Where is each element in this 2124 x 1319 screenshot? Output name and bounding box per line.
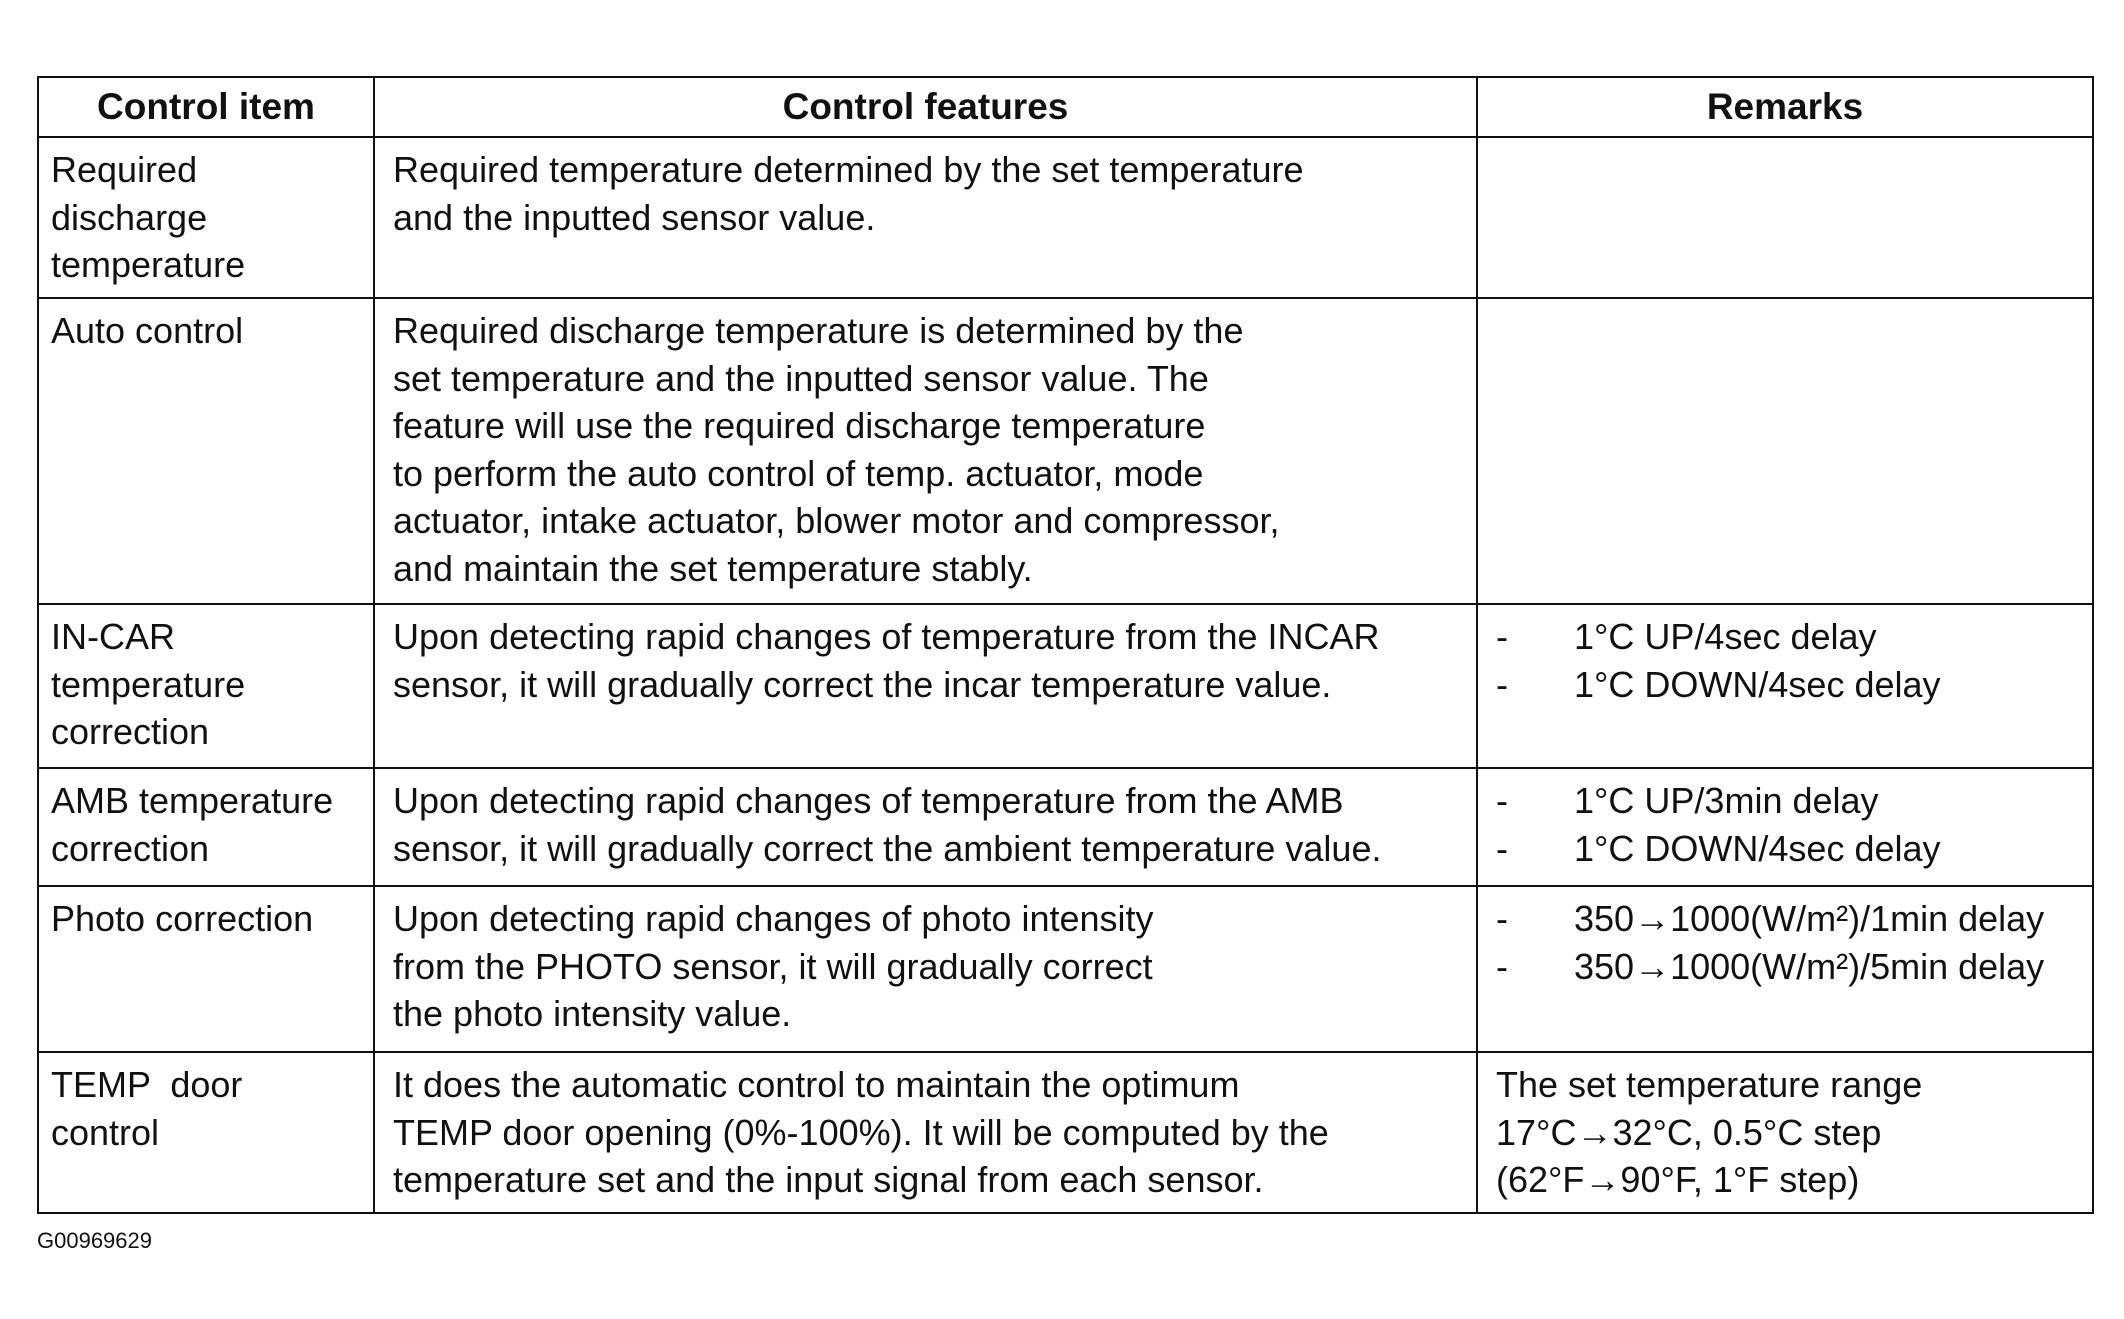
control-features-table [37,76,2094,1214]
remark-item [1496,895,2086,943]
feature-line: to perform the auto control of temp. actuator, mode [393,452,1204,494]
table-row [38,886,2093,1052]
cell-control-features [374,298,1477,604]
feature-line: from the PHOTO sensor, it will gradually correct [393,945,1153,987]
feature-line: TEMP door opening (0%-100%). It will be computed by the [393,1111,1329,1153]
cell-remarks [1477,768,2093,886]
item-line: Photo correction [51,898,314,939]
feature-line: and maintain the set temperature stably. [393,547,1033,589]
remark-item [1496,613,2086,661]
cell-remarks [1477,137,2093,298]
cell-control-features [374,604,1477,768]
item-line: AMB temperature [51,780,334,821]
feature-line: sensor, it will gradually correct the ambient temperature value. [393,827,1382,869]
feature-line: sensor, it will gradually correct the incar temperature value. [393,663,1332,705]
item-line: correction [51,827,210,869]
feature-line: Required discharge temperature is determined by the [393,310,1244,351]
feature-line: It does the automatic control to maintain the optimum [393,1064,1240,1105]
item-line: IN-CAR [51,616,175,657]
item-line: temperature [51,663,246,705]
remark-item [1496,825,2086,873]
remark-line: The set temperature range [1496,1064,1923,1105]
cell-control-item [38,298,374,604]
feature-line: temperature set and the input signal from each sensor. [393,1159,1264,1200]
item-line: discharge [51,196,208,238]
figure-id: G00969629 [37,1228,152,1253]
cell-control-item [38,137,374,298]
remark-text: 350→1000(W/m²)/1min delay [1574,898,2045,939]
cell-control-features [374,137,1477,298]
feature-line: Upon detecting rapid changes of temperature from the AMB [393,780,1344,821]
item-line: TEMP door [51,1064,243,1105]
item-line: temperature [51,244,246,285]
table-row [38,604,2093,768]
cell-remarks [1477,298,2093,604]
feature-line: Upon detecting rapid changes of photo intensity [393,898,1154,939]
cell-control-item [38,1052,374,1213]
table-row [38,1052,2093,1213]
cell-control-features [374,886,1477,1052]
feature-line: and the inputted sensor value. [393,196,876,238]
remark-bullet: - [1496,616,1508,657]
item-line: Required [51,149,198,190]
remark-line: 17°C→32°C, 0.5°C step [1496,1111,1882,1153]
feature-line: Upon detecting rapid changes of temperature from the INCAR [393,616,1380,657]
table-row [38,768,2093,886]
cell-remarks [1477,886,2093,1052]
header-remarks: Remarks [1477,77,2093,137]
table-row [38,298,2093,604]
remark-bullet: - [1496,780,1508,821]
remark-bullet: - [1496,827,1508,869]
remark-text: 1°C UP/3min delay [1574,780,1879,821]
table-header-row [38,77,2093,137]
remark-bullet: - [1496,663,1508,705]
feature-line: actuator, intake actuator, blower motor and compressor, [393,500,1280,541]
item-line: control [51,1111,160,1153]
feature-line: feature will use the required discharge temperature [393,405,1206,446]
remark-item [1496,661,2086,709]
header-control-item: Control item [38,77,374,137]
cell-control-features [374,1052,1477,1213]
cell-remarks [1477,1052,2093,1213]
remark-text: 1°C DOWN/4sec delay [1574,663,1941,705]
table-row [38,137,2093,298]
feature-line: Required temperature determined by the set temperature [393,149,1304,190]
remark-item [1496,777,2086,825]
cell-remarks [1477,604,2093,768]
feature-line: the photo intensity value. [393,993,792,1034]
cell-control-features [374,768,1477,886]
cell-control-item [38,886,374,1052]
remark-bullet: - [1496,945,1508,987]
remark-text: 1°C UP/4sec delay [1574,616,1877,657]
remark-item [1496,943,2086,991]
item-line: Auto control [51,310,244,351]
cell-control-item [38,768,374,886]
remark-text: 350→1000(W/m²)/5min delay [1574,945,2045,987]
remark-line: (62°F→90°F, 1°F step) [1496,1159,1860,1200]
feature-line: set temperature and the inputted sensor value. The [393,357,1209,399]
cell-control-item [38,604,374,768]
item-line: correction [51,711,210,752]
header-control-features: Control features [374,77,1477,137]
remark-bullet: - [1496,898,1508,939]
remark-text: 1°C DOWN/4sec delay [1574,827,1941,869]
